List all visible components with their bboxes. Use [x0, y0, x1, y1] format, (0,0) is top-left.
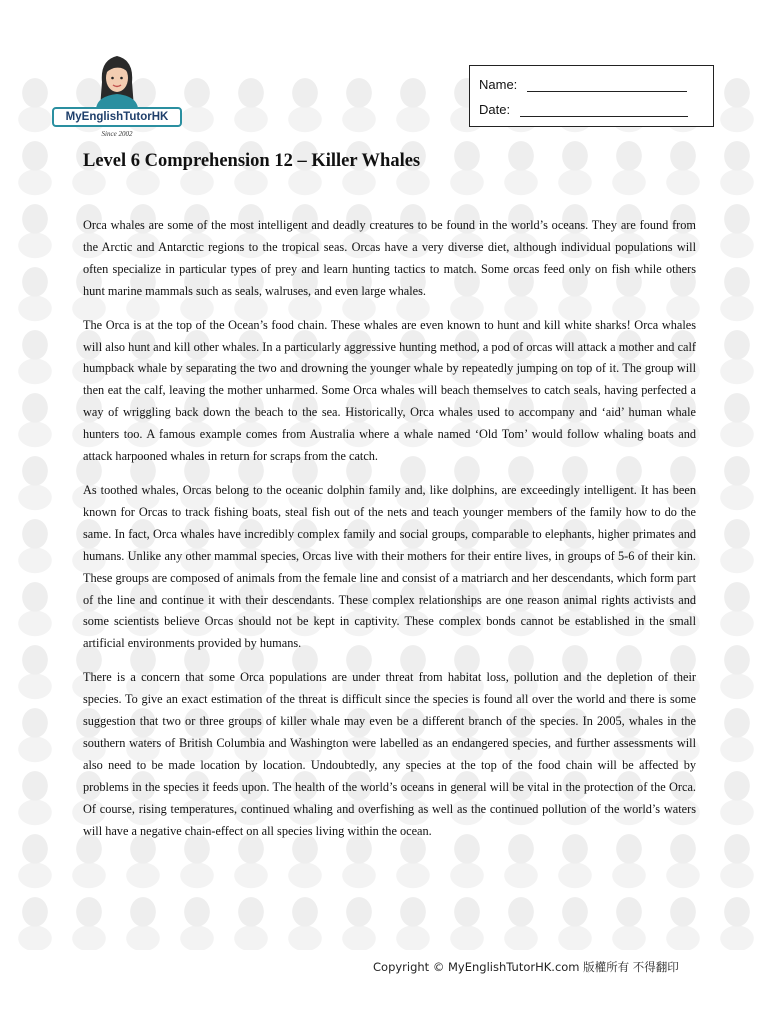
date-row [479, 99, 688, 117]
article-body [83, 215, 696, 854]
name-label: Name: [479, 77, 518, 92]
name-date-box [469, 65, 714, 127]
date-field[interactable] [520, 103, 688, 117]
date-label: Date: [479, 102, 511, 117]
logo-brand: MyEnglishTutorHK [52, 107, 182, 127]
paragraph-4: There is a concern that some Orca populations are under threat from habitat loss, pollution and the depletion of their species. To give an exact estimation of the threat is difficult since the species is found all over the world and there is some suggestion that two or three groups of killer whale may even be a different branch of the species. In 2005, whales in the southern waters of British Columbia and Washington were labelled as an endangered species, and further assessments will also need to be made location by location. Undoubtedly, any species at the top of the food chain will be affected by problems in the species it feeds upon. The health of the world’s oceans in general will be vital in the protection of the Orca. Of course, rising temperatures, continued whaling and overfishing as well as the continued pollution of the world’s waters will have a negative chain-effect on all species living within the ocean. [83, 670, 696, 838]
paragraph-2: The Orca is at the top of the Ocean’s food chain. These whales are even known to hunt and kill white sharks! Orca whales will also hunt and kill other whales. In a particularly aggressive hunting method, a pod of orcas will attack a mother and calf humpback whale by separating the two and drowning the younger whale by repeatedly jumping on top of it. The group will then eat the calf, leaving the mother unharmed. Some Orca whales will beach themselves to catch seals, having perfected a way of wriggling back down the beach to the sea. Historically, Orca whales used to accompany and ‘aid’ human whale hunters too. A famous example comes from Australia where a whale named ‘Old Tom’ would follow whaling boats and attack harpooned whales in return for scraps from the catch. [83, 317, 696, 464]
name-row [479, 74, 687, 92]
paragraph-1: Orca whales are some of the most intelligent and deadly creatures to be found in the world’s oceans. They are found from the Arctic and Antarctic regions to the tropical seas. Orcas have a very diverse diet, although individual populations will often specialize in particular types of prey and learn hunting tactics to match. Some orcas feed only on fish while others hunt marine mammals such as seals, walruses, and even large whales. [83, 218, 696, 298]
name-field[interactable] [527, 78, 687, 92]
page-title: Level 6 Comprehension 12 – Killer Whales [83, 151, 421, 171]
tutor-avatar-icon [92, 52, 142, 108]
paragraph-3: As toothed whales, Orcas belong to the oceanic dolphin family and, like dolphins, are exceedingly intelligent. It has been known for Orcas to track fishing boats, steal fish out of the nets and teach younger members of the family how to do the same. In fact, Orca whales have incredibly complex family and social groups, comparable to elephants, higher primates and humans. Unlike any other mammal species, Orcas live with their mothers for their entire lives, in groups of 5-6 of their kin. These groups are composed of animals from the female line and consist of a matriarch and her descendants, which form part of the line and continue it with their descendants. These complex relationships are one reason animal rights activists and some scientists believe Orcas should not be kept in captivity. These complex bonds cannot be established in the small artificial environments provided by humans. [83, 482, 696, 651]
logo-since: Since 2002 [101, 130, 133, 138]
logo [52, 52, 184, 144]
copyright-footer: Copyright © MyEnglishTutorHK.com 版權所有 不得翻印 [373, 960, 679, 974]
